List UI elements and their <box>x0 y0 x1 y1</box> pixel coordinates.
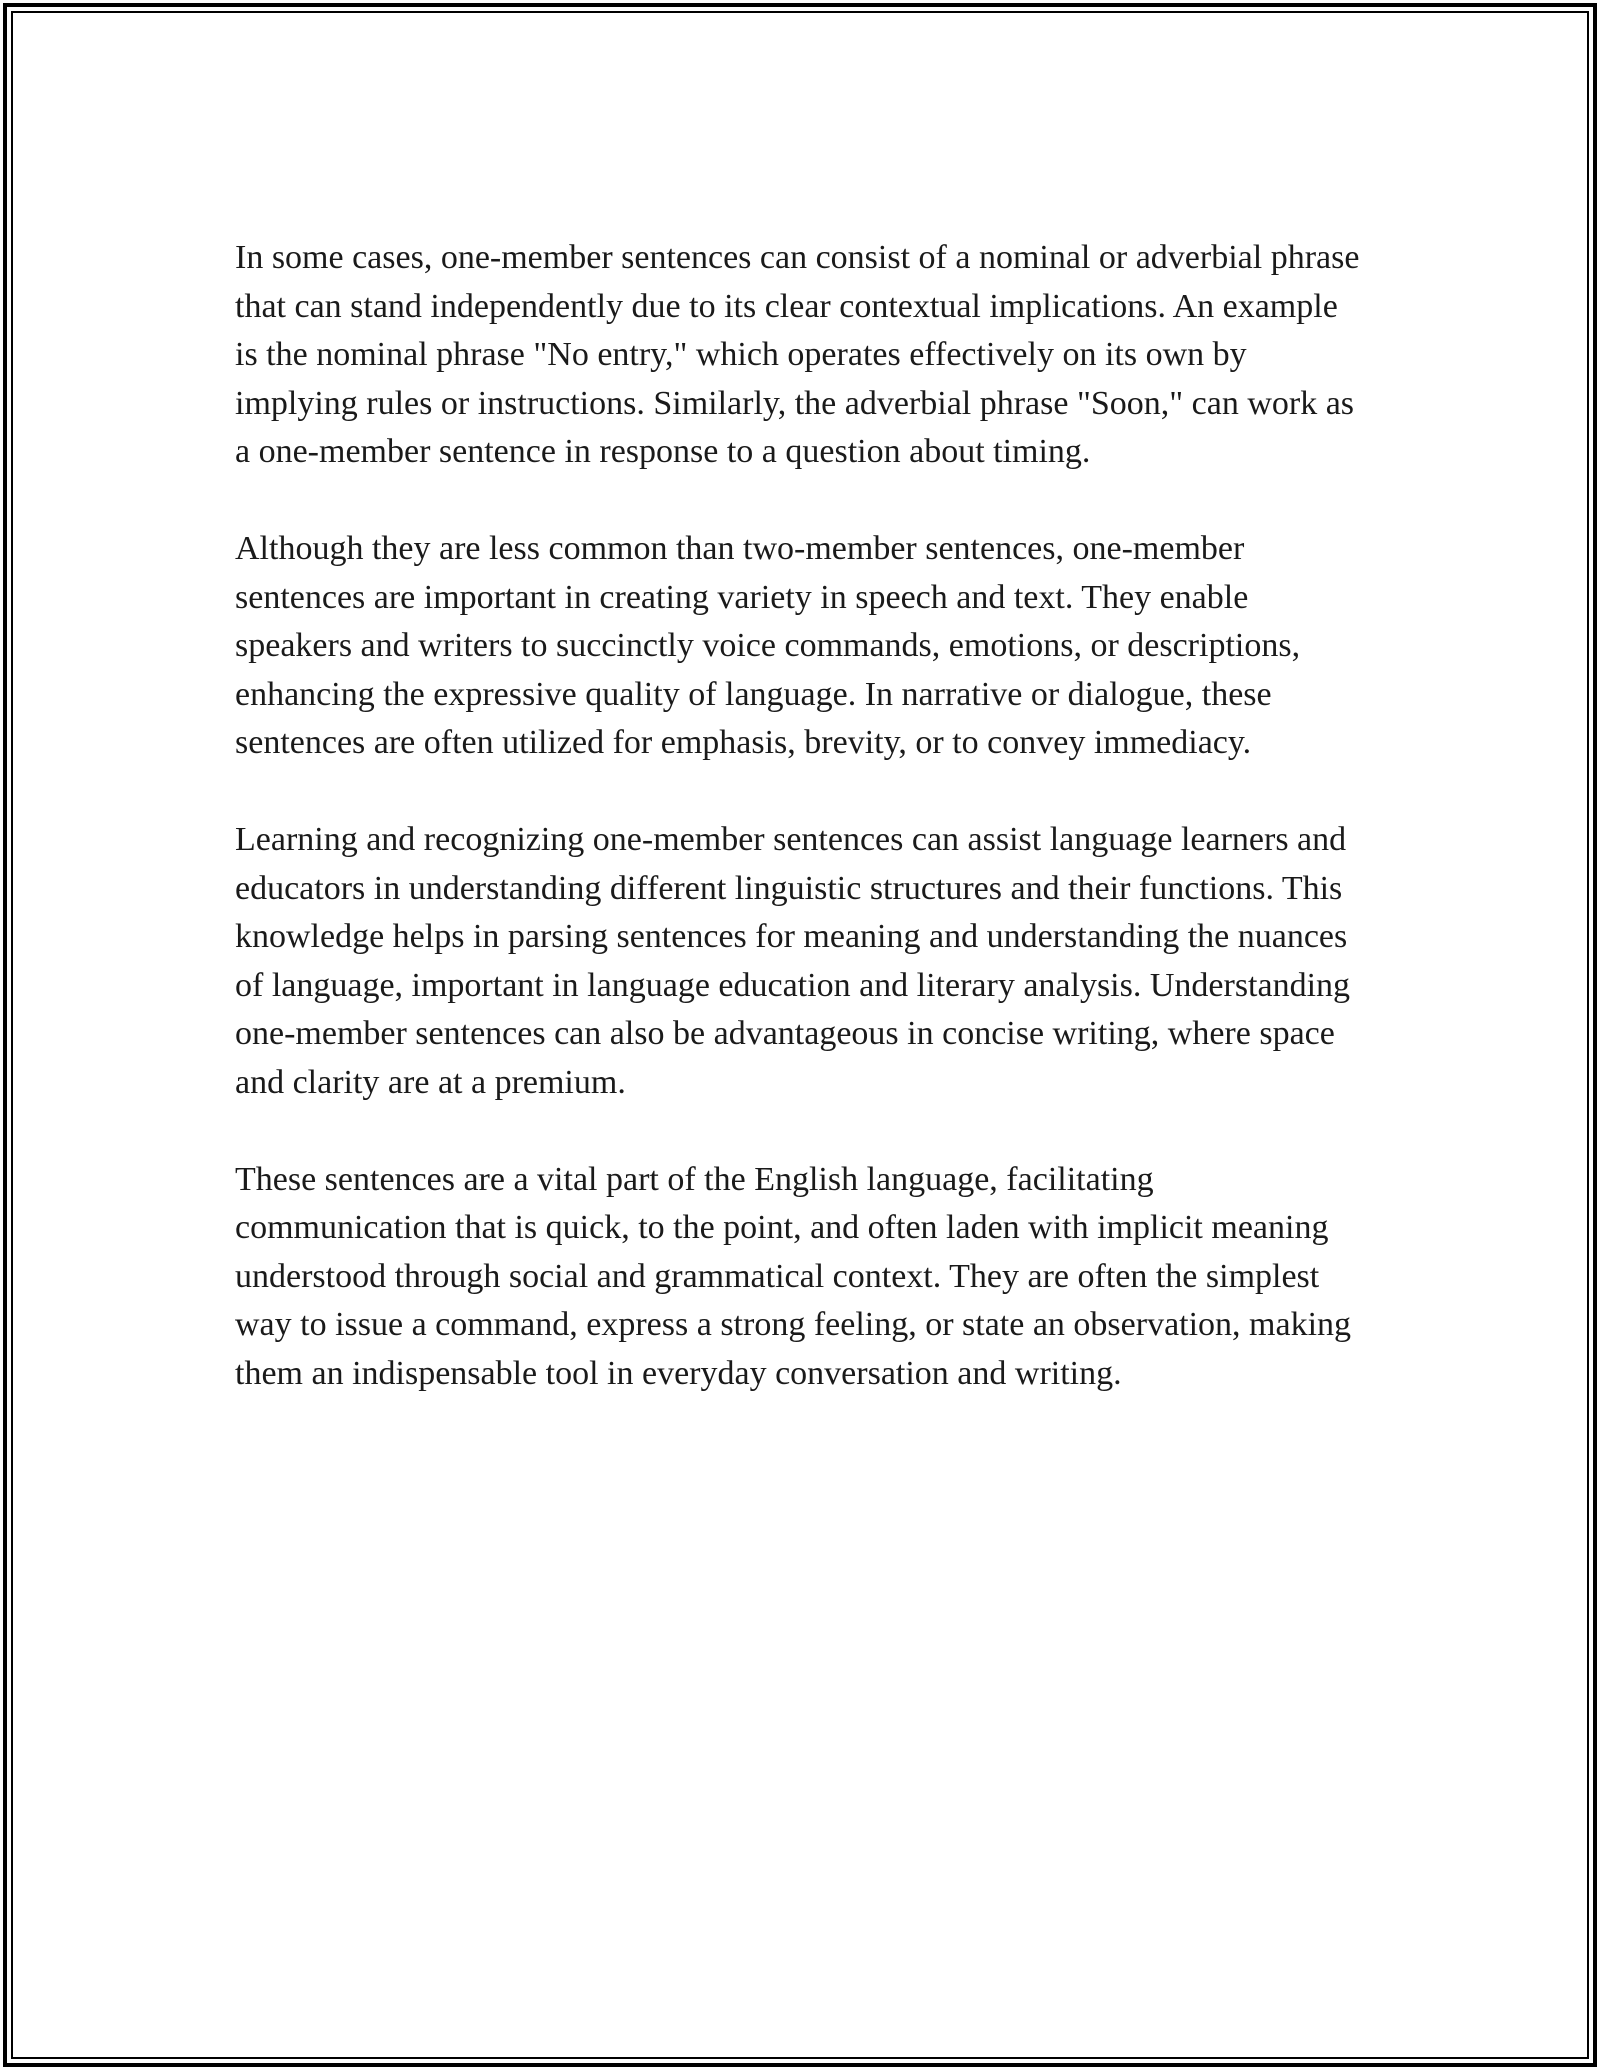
paragraph-1: In some cases, one-member sentences can consist of a nominal or adverbial phrase that can stand independently due to its clear contextual implications. An example is the nominal phrase "No entry," which operates effectively on its own by implying rules or instructions. Similarly, the adverbial phrase "Soon," can work as a one-member sentence in response to a question about timing. <box>235 239 1360 470</box>
paragraph-2: Although they are less common than two-member sentences, one-member sentences are important in creating variety in speech and text. They enable speakers and writers to succinctly voice commands, emotions, or descriptions, enhancing the expressive quality of language. In narrative or dialogue, these sentences are often utilized for emphasis, brevity, or to convey immediacy. <box>235 530 1301 761</box>
paragraph-3: Learning and recognizing one-member sentences can assist language learners and educators in understanding different linguistic structures and their functions. This knowledge helps in parsing sentences for meaning and understanding the nuances of language, important in language education and literary analysis. Understanding one-member sentences can also be advantageous in concise writing, where space and clarity are at a premium. <box>235 821 1351 1101</box>
paragraph-4: These sentences are a vital part of the English language, facilitating communication that is quick, to the point, and often laden with implicit meaning understood through social and grammatical context. They are often the simplest way to issue a command, express a strong feeling, or state an observation, making them an indispensable tool in everyday conversation and writing. <box>235 1160 1352 1392</box>
document-body <box>235 234 1365 1398</box>
